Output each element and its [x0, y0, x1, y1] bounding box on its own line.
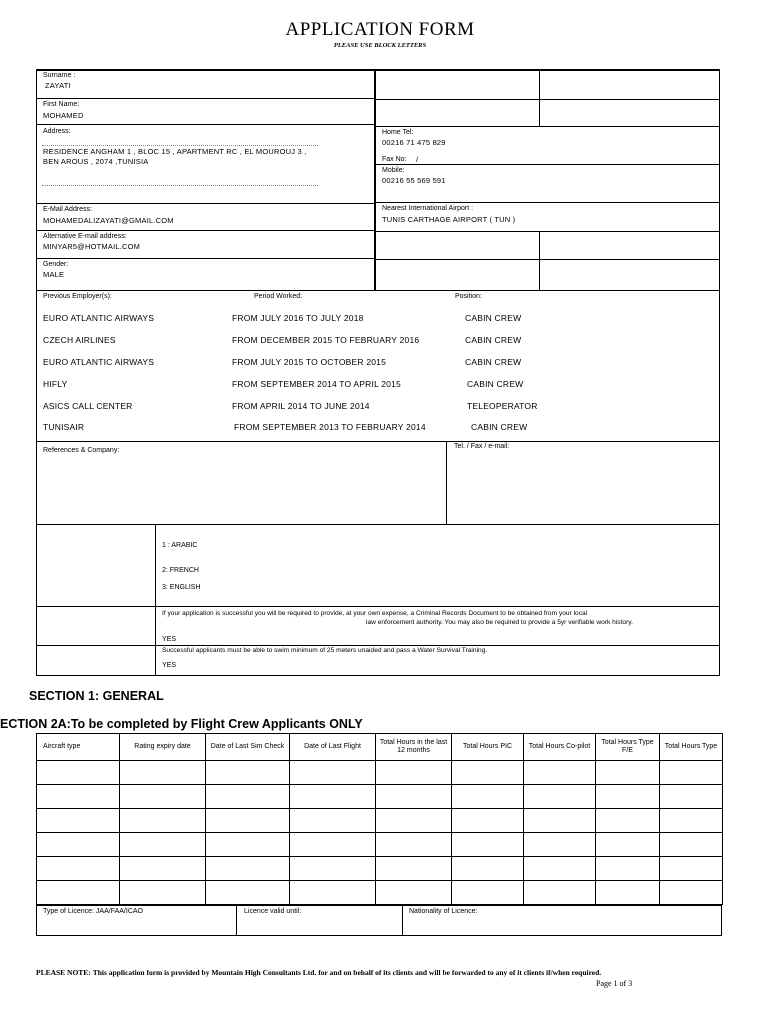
table-cell[interactable] — [290, 785, 376, 809]
table-cell[interactable] — [376, 833, 452, 857]
footer-note-label: PLEASE NOTE: — [36, 968, 91, 977]
header-hours-pic: Total Hours PIC — [452, 734, 524, 761]
home-tel-label: Home Tel: — [382, 129, 414, 136]
airport-label: Nearest International Airport : — [382, 205, 474, 212]
position-field[interactable]: CABIN CREW — [465, 313, 522, 323]
period-field[interactable]: FROM DECEMBER 2015 TO FEBRUARY 2016 — [232, 335, 420, 345]
table-cell[interactable] — [596, 857, 660, 881]
fax-label: Fax No: — [382, 156, 407, 163]
table-row — [37, 833, 723, 857]
header-rating-expiry: Rating expiry date — [120, 734, 206, 761]
period-field[interactable]: FROM JULY 2016 TO JULY 2018 — [232, 313, 364, 323]
header-hours-type-fe: Total Hours Type F/E — [596, 734, 660, 761]
mobile-label: Mobile: — [382, 167, 405, 174]
table-cell[interactable] — [37, 881, 120, 905]
table-cell[interactable] — [660, 785, 723, 809]
period-column-label: Period Worked: — [254, 293, 303, 300]
table-cell[interactable] — [37, 833, 120, 857]
position-field[interactable]: CABIN CREW — [465, 357, 522, 367]
swim-requirement-notice: Successful applicants must be able to swim minimum of 25 meters unaided and pass a Water Survival Training. — [162, 647, 488, 654]
table-cell[interactable] — [376, 809, 452, 833]
table-cell[interactable] — [290, 761, 376, 785]
licence-type-label: Type of Licence: JAA/FAA/ICAO — [43, 908, 143, 915]
employer-field[interactable]: CZECH AIRLINES — [43, 335, 116, 345]
first-name-label: First Name: — [43, 101, 80, 108]
criminal-record-answer[interactable]: YES — [162, 636, 177, 643]
gender-label: Gender: — [43, 261, 69, 268]
position-column-label: Position: — [455, 293, 482, 300]
footer-note-text: This application form is provided by Mountain High Consultants Ltd. for and on behalf of its clients and will be forwarded to any of it clients if/when required. — [92, 968, 602, 977]
table-cell[interactable] — [120, 785, 206, 809]
footer-note — [36, 968, 601, 977]
table-cell[interactable] — [376, 857, 452, 881]
table-cell[interactable] — [452, 833, 524, 857]
table-row — [37, 857, 723, 881]
table-cell[interactable] — [120, 833, 206, 857]
table-cell[interactable] — [290, 809, 376, 833]
table-cell[interactable] — [524, 809, 596, 833]
table-cell[interactable] — [452, 785, 524, 809]
table-row — [37, 809, 723, 833]
table-cell[interactable] — [660, 881, 723, 905]
header-hours-12-months: Total Hours in the last 12 months — [376, 734, 452, 761]
email-field[interactable]: MOHAMEDALIZAYATI@GMAIL.COM — [43, 216, 174, 225]
table-cell[interactable] — [376, 761, 452, 785]
table-row — [37, 761, 723, 785]
table-cell[interactable] — [37, 785, 120, 809]
table-cell[interactable] — [206, 881, 290, 905]
form-title: APPLICATION FORM — [285, 19, 475, 40]
swim-requirement-answer[interactable]: YES — [162, 662, 177, 669]
table-cell[interactable] — [524, 761, 596, 785]
employer-column-label: Previous Employer(s): — [43, 293, 112, 300]
period-field[interactable]: FROM SEPTEMBER 2014 TO APRIL 2015 — [232, 379, 401, 389]
reference-contact-label: Tel. / Fax / e-mail: — [454, 443, 510, 450]
position-field[interactable]: CABIN CREW — [465, 335, 522, 345]
table-cell[interactable] — [206, 809, 290, 833]
position-field[interactable]: CABIN CREW — [467, 379, 524, 389]
table-cell[interactable] — [290, 881, 376, 905]
table-cell[interactable] — [376, 785, 452, 809]
first-name-field[interactable]: MOHAMED — [43, 111, 84, 120]
period-field[interactable]: FROM SEPTEMBER 2013 TO FEBRUARY 2014 — [234, 422, 426, 432]
header-last-sim-check: Date of Last Sim Check — [206, 734, 290, 761]
address-line2-field[interactable]: BEN AROUS , 2074 ,TUNISIA — [43, 157, 149, 166]
table-cell[interactable] — [120, 761, 206, 785]
period-field[interactable]: FROM JULY 2015 TO OCTOBER 2015 — [232, 357, 387, 367]
table-cell[interactable] — [290, 857, 376, 881]
table-cell[interactable] — [452, 761, 524, 785]
header-hours-type: Total Hours Type — [660, 734, 723, 761]
header-last-flight: Date of Last Flight — [290, 734, 376, 761]
address-label: Address: — [43, 128, 71, 135]
flight-crew-table — [36, 733, 723, 905]
gender-field[interactable]: MALE — [43, 270, 65, 279]
section-1-heading: SECTION 1: GENERAL — [29, 689, 164, 703]
table-cell[interactable] — [206, 857, 290, 881]
table-cell[interactable] — [596, 809, 660, 833]
table-cell[interactable] — [452, 881, 524, 905]
references-label: References & Company: — [43, 447, 120, 454]
airport-field[interactable]: TUNIS CARTHAGE AIRPORT ( TUN ) — [382, 215, 516, 224]
criminal-record-notice-line2: law enforcement authority. You may also be required to provide a 5yr verifiable work history. — [366, 619, 633, 626]
employer-field[interactable]: TUNISAIR — [43, 422, 85, 432]
table-cell[interactable] — [660, 857, 723, 881]
table-cell[interactable] — [120, 881, 206, 905]
alt-email-label: Alternative E-mail address: — [43, 233, 127, 240]
fax-field[interactable]: / — [416, 155, 419, 164]
licence-nationality-label: Nationality of Licence: — [409, 908, 478, 915]
table-cell[interactable] — [206, 785, 290, 809]
table-cell[interactable] — [596, 833, 660, 857]
header-aircraft-type: Aircraft type — [37, 734, 120, 761]
table-cell[interactable] — [120, 809, 206, 833]
table-cell[interactable] — [206, 833, 290, 857]
surname-label: Surname : — [43, 72, 76, 79]
language-item[interactable]: 2: FRENCH — [162, 567, 199, 574]
table-cell[interactable] — [37, 809, 120, 833]
period-field[interactable]: FROM APRIL 2014 TO JUNE 2014 — [232, 401, 370, 411]
table-cell[interactable] — [524, 833, 596, 857]
form-subtitle: PLEASE USE BLOCK LETTERS — [333, 42, 427, 49]
table-row — [37, 881, 723, 905]
table-cell[interactable] — [37, 857, 120, 881]
table-cell[interactable] — [37, 761, 120, 785]
home-tel-field[interactable]: 00216 71 475 829 — [382, 138, 446, 147]
employer-field[interactable]: EURO ATLANTIC AIRWAYS — [43, 357, 155, 367]
employer-field[interactable]: ASICS CALL CENTER — [43, 401, 133, 411]
table-cell[interactable] — [596, 881, 660, 905]
mobile-field[interactable]: 00216 55 569 591 — [382, 176, 446, 185]
licence-valid-label: Licence valid until: — [244, 908, 302, 915]
table-cell[interactable] — [660, 761, 723, 785]
table-cell[interactable] — [524, 785, 596, 809]
surname-field[interactable]: ZAYATI — [45, 81, 71, 90]
table-cell[interactable] — [376, 881, 452, 905]
email-label: E-Mail Address: — [43, 206, 93, 213]
table-cell[interactable] — [660, 809, 723, 833]
table-cell[interactable] — [290, 833, 376, 857]
table-cell[interactable] — [596, 761, 660, 785]
header-hours-copilot: Total Hours Co-pilot — [524, 734, 596, 761]
table-cell[interactable] — [206, 761, 290, 785]
table-cell[interactable] — [524, 881, 596, 905]
table-cell[interactable] — [452, 857, 524, 881]
table-row — [37, 785, 723, 809]
section-2a-heading: ECTION 2A:To be completed by Flight Crew Applicants ONLY — [0, 717, 363, 731]
page-number: Page 1 of 3 — [596, 979, 633, 988]
criminal-record-notice: If your application is successful you will be required to provide, at your own expense, a Criminal Records Document to be obtained from your local — [162, 610, 588, 617]
table-cell[interactable] — [596, 785, 660, 809]
position-field[interactable]: CABIN CREW — [471, 422, 528, 432]
address-line1-field[interactable]: RESIDENCE ANGHAM 1 , BLOC 15 , APARTMENT RC , EL MOUROUJ 3 , — [43, 147, 307, 156]
table-cell[interactable] — [660, 833, 723, 857]
table-cell[interactable] — [524, 857, 596, 881]
employer-field[interactable]: HIFLY — [43, 379, 68, 389]
alt-email-field[interactable]: MINYAR5@HOTMAIL.COM — [43, 242, 141, 251]
position-field[interactable]: TELEOPERATOR — [467, 401, 538, 411]
language-item[interactable]: 1 : ARABIC — [162, 542, 198, 549]
table-cell[interactable] — [452, 809, 524, 833]
table-cell[interactable] — [120, 857, 206, 881]
language-item[interactable]: 3: ENGLISH — [162, 584, 201, 591]
employer-field[interactable]: EURO ATLANTIC AIRWAYS — [43, 313, 155, 323]
